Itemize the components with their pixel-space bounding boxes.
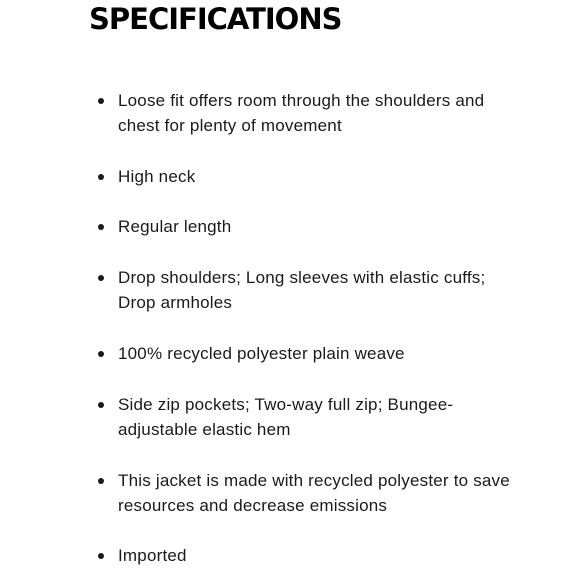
section-heading: SPECIFICATIONS <box>89 2 342 36</box>
bullet-icon <box>98 174 104 180</box>
bullet-icon <box>98 402 104 408</box>
bullet-icon <box>98 351 104 357</box>
list-item <box>118 214 518 239</box>
spec-text: Side zip pockets; Two-way full zip; Bungee-adjustable elastic hem <box>118 395 454 439</box>
spec-text: Regular length <box>118 217 232 236</box>
bullet-icon <box>98 224 104 230</box>
list-item <box>118 88 518 138</box>
list-item <box>118 341 518 366</box>
spec-text: 100% recycled polyester plain weave <box>118 344 405 363</box>
spec-text: Drop shoulders; Long sleeves with elastic cuffs; Drop armholes <box>118 268 486 312</box>
spec-text: Loose fit offers room through the shoulders and chest for plenty of movement <box>118 91 485 135</box>
list-item <box>118 164 518 189</box>
bullet-icon <box>98 275 104 281</box>
spec-text: High neck <box>118 167 196 186</box>
bullet-icon <box>98 98 104 104</box>
spec-text: Imported <box>118 546 187 565</box>
list-item <box>118 265 518 315</box>
list-item <box>118 543 518 568</box>
list-item <box>118 392 518 442</box>
spec-text: This jacket is made with recycled polyester to save resources and decrease emissions <box>118 471 510 515</box>
bullet-icon <box>98 478 104 484</box>
list-item <box>118 468 518 518</box>
bullet-icon <box>98 553 104 559</box>
